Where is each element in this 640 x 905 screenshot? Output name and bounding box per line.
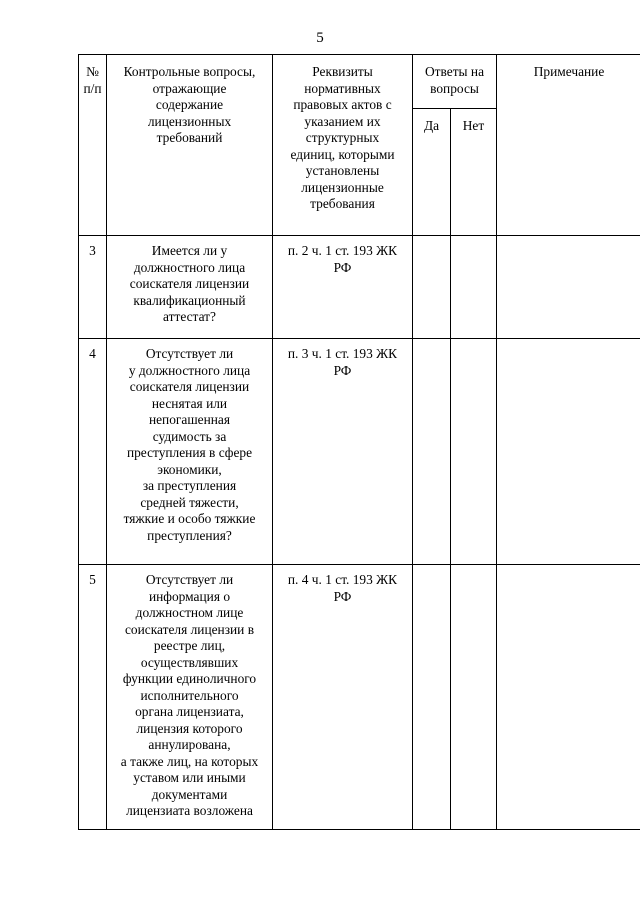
note-cell[interactable] xyxy=(497,339,640,565)
row-requisite: п. 4 ч. 1 ст. 193 ЖК РФ xyxy=(273,565,413,830)
header-no: Нет xyxy=(451,109,497,236)
header-note: Примечание xyxy=(497,55,640,236)
row-number: 4 xyxy=(79,339,107,565)
header-number: № п/п xyxy=(79,55,107,236)
page-number: 5 xyxy=(316,30,324,46)
answer-yes-cell[interactable] xyxy=(413,339,451,565)
header-answers: Ответы на вопросы xyxy=(413,55,497,109)
answer-yes-cell[interactable] xyxy=(413,236,451,339)
header-requisites: Реквизиты нормативных правовых актов с указанием их структурных единиц, которыми установлены лицензионные требования xyxy=(273,55,413,236)
header-question: Контрольные вопросы, отражающие содержание лицензионных требований xyxy=(107,55,273,236)
table-row xyxy=(79,236,640,339)
answer-no-cell[interactable] xyxy=(451,236,497,339)
row-number: 3 xyxy=(79,236,107,339)
row-question: Отсутствует ли у должностного лица соискателя лицензии неснятая или непогашенная судимость за преступления в сфере экономики, за преступления средней тяжести, тяжкие и особо тяжкие преступления? xyxy=(107,339,273,565)
answer-yes-cell[interactable] xyxy=(413,565,451,830)
header-yes: Да xyxy=(413,109,451,236)
table-row xyxy=(79,565,640,830)
note-cell[interactable] xyxy=(497,565,640,830)
answer-no-cell[interactable] xyxy=(451,339,497,565)
row-question: Отсутствует ли информация о должностном лице соискателя лицензии в реестре лиц, осуществлявших функции единоличного исполнительного органа лицензиата, лицензия которого аннулирована, а также лиц, на которых уставом или иными документами лицензиата возложена xyxy=(107,565,273,830)
table-row xyxy=(79,339,640,565)
note-cell[interactable] xyxy=(497,236,640,339)
row-requisite: п. 2 ч. 1 ст. 193 ЖК РФ xyxy=(273,236,413,339)
row-requisite: п. 3 ч. 1 ст. 193 ЖК РФ xyxy=(273,339,413,565)
row-number: 5 xyxy=(79,565,107,830)
license-checklist-table xyxy=(78,54,640,830)
answer-no-cell[interactable] xyxy=(451,565,497,830)
row-question: Имеется ли у должностного лица соискателя лицензии квалификационный аттестат? xyxy=(107,236,273,339)
